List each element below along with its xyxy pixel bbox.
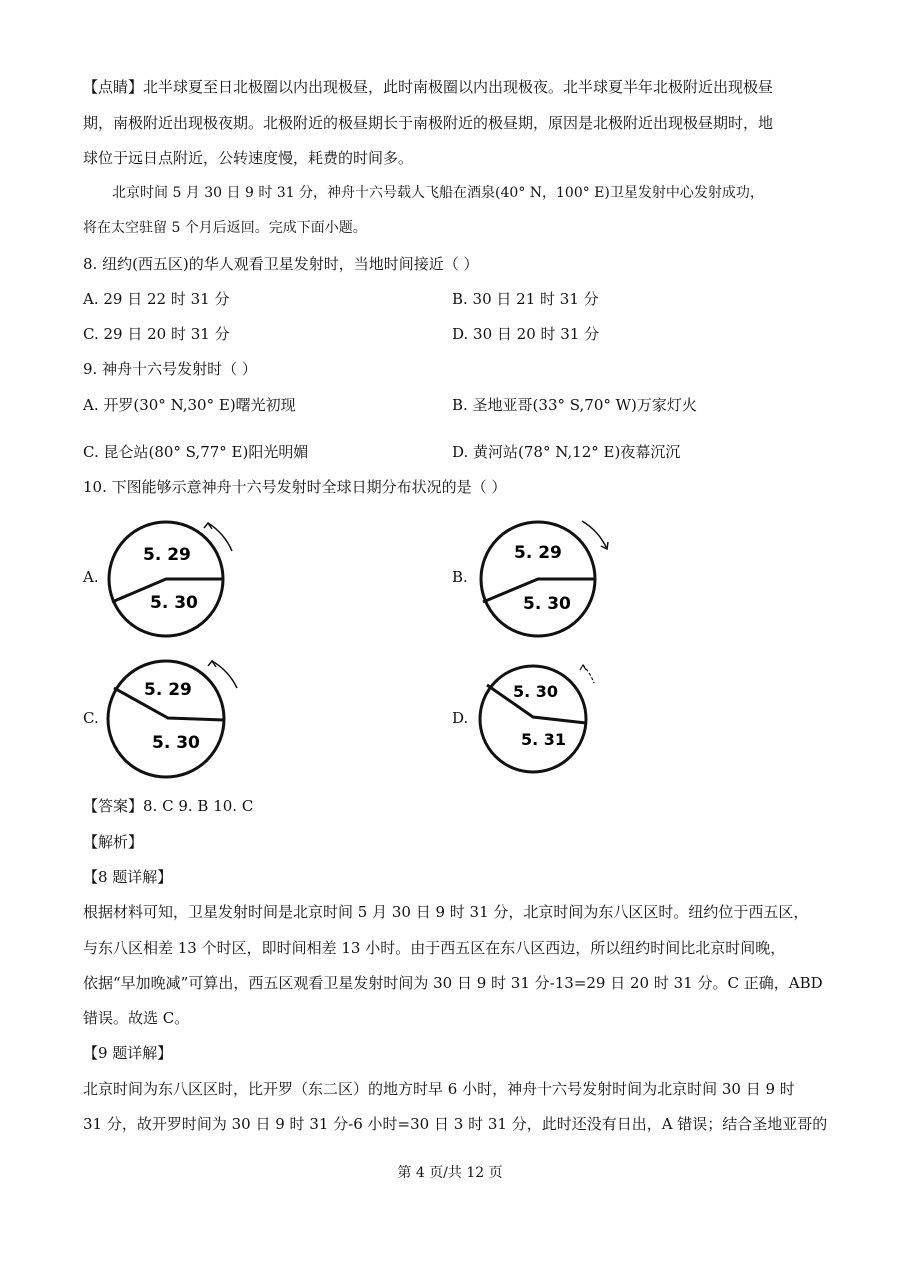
q9-detail-heading: 【9 题详解】 (83, 1044, 173, 1062)
figure-b-label: B. (452, 568, 468, 586)
q8-detail-line-1: 根据材料可知，卫星发射时间是北京时间 5 月 30 日 9 时 31 分，北京时间为东八区区时。纽约位于西五区， (83, 903, 809, 921)
q10-stem: 10. 下图能够示意神舟十六号发射时全球日期分布状况的是（ ） (83, 478, 507, 496)
q9-option-b: B. 圣地亚哥(33° S,70° W)万家灯火 (452, 396, 697, 414)
bottom-date-label: 5. 31 (521, 730, 567, 749)
top-date-label: 5. 30 (513, 682, 559, 701)
answer-line: 【答案】8. C 9. B 10. C (83, 797, 254, 815)
q8-option-a: A. 29 日 22 时 31 分 (83, 290, 230, 308)
page-footer: 第 4 页/共 12 页 (397, 1165, 503, 1181)
figure-c-label: C. (83, 709, 99, 727)
rotation-arrow-icon (212, 661, 237, 688)
q8-detail-line-4: 错误。故选 C。 (83, 1009, 190, 1027)
figure-a-label: A. (83, 568, 99, 586)
q8-detail-line-3: 依据“早加晚减”可算出，西五区观看卫星发射时间为 30 日 9 时 31 分-13=29 日 20 时 31 分。C 正确，ABD (83, 974, 823, 992)
q8-stem: 8. 纽约(西五区)的华人观看卫星发射时，当地时间接近（ ） (83, 255, 479, 273)
material-line-1: 北京时间 5 月 30 日 9 时 31 分，神舟十六号载人飞船在酒泉(40° N，100° E)卫星发射中心发射成功， (112, 185, 764, 201)
q8-detail-line-2: 与东八区相差 13 个时区，即时间相差 13 小时。由于西五区在东八区西边，所以纽约时间比北京时间晚， (83, 939, 786, 957)
material-line-2: 将在太空驻留 5 个月后返回。完成下面小题。 (83, 220, 367, 236)
dianjing-line-3: 球位于远日点附近，公转速度慢，耗费的时间多。 (83, 149, 414, 167)
arrowhead-icon (580, 665, 586, 670)
bottom-date-label: 5. 30 (523, 594, 571, 614)
arrowhead-icon (204, 523, 212, 529)
figure-d-label: D. (452, 709, 469, 727)
top-date-label: 5. 29 (143, 545, 191, 565)
q9-option-a: A. 开罗(30° N,30° E)曙光初现 (83, 396, 296, 414)
bottom-date-label: 5. 30 (150, 593, 198, 613)
q8-option-b: B. 30 日 21 时 31 分 (452, 290, 599, 308)
q9-option-d: D. 黄河站(78° N,12° E)夜幕沉沉 (452, 443, 681, 461)
dianjing-line-2: 期，南极附近出现极夜期。北极附近的极昼期长于南极附近的极昼期，原因是北极附近出现极昼期时，地 (83, 114, 774, 132)
figure-c-diagram (100, 655, 250, 785)
q8-detail-heading: 【8 题详解】 (83, 868, 173, 886)
q9-detail-line-1: 北京时间为东八区区时，比开罗（东二区）的地方时早 6 小时，神舟十六号发射时间为北京时间 30 日 9 时 (83, 1080, 795, 1098)
rotation-arrow-icon (582, 521, 607, 549)
bottom-date-label: 5. 30 (152, 733, 200, 753)
q8-option-c: C. 29 日 20 时 31 分 (83, 325, 230, 343)
figure-a-diagram (100, 515, 250, 645)
dianjing-line-1: 【点睛】北半球夏至日北极圈以内出现极昼，此时南极圈以内出现极夜。北半球夏半年北极附近出现极昼 (83, 78, 774, 96)
q9-detail-line-2: 31 分，故开罗时间为 30 日 9 时 31 分-6 小时=30 日 3 时 31 分，此时还没有日出，A 错误；结合圣地亚哥的 (83, 1115, 828, 1133)
top-date-label: 5. 29 (144, 680, 192, 700)
top-date-label: 5. 29 (514, 543, 562, 563)
q9-stem: 9. 神舟十六号发射时（ ） (83, 360, 257, 378)
figure-d-diagram (470, 655, 620, 785)
figure-b-diagram (470, 515, 620, 645)
analysis-heading: 【解析】 (83, 833, 144, 851)
q8-option-d: D. 30 日 20 时 31 分 (452, 325, 600, 343)
q9-option-c: C. 昆仑站(80° S,77° E)阳光明媚 (83, 443, 309, 461)
